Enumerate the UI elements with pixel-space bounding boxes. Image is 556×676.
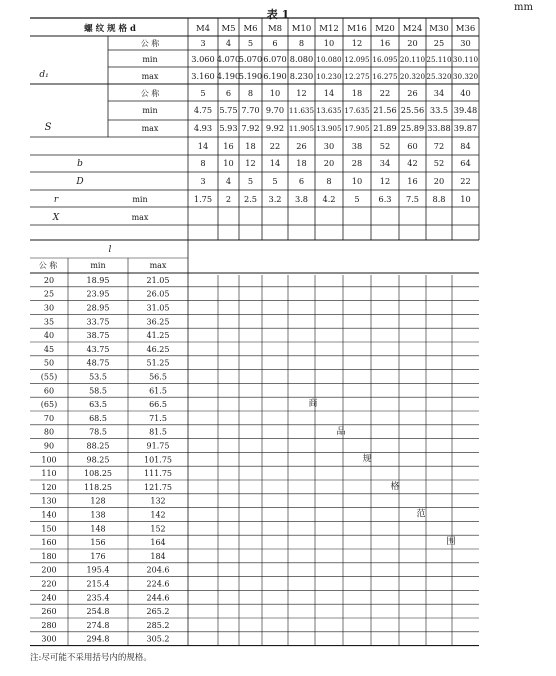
sub-nominal: 公 称 <box>140 39 160 48</box>
cell-D-m36: 64 <box>460 158 471 168</box>
cell-b-m4: 14 <box>197 141 209 151</box>
header-size-m8: M8 <box>267 24 283 34</box>
cell-d1_max-m36: 30.320 <box>452 72 479 81</box>
cell-s_max-m36: 39.87 <box>453 123 478 133</box>
cell-s_min-m20: 21.56 <box>373 105 397 115</box>
cell-s_min-m5: 5.75 <box>219 105 238 115</box>
l-max-7: 56.5 <box>149 372 167 382</box>
label-d: D <box>76 177 84 187</box>
l-min-7: 53.5 <box>89 372 107 382</box>
cell-b-m8: 22 <box>269 141 281 151</box>
cell-s_nom-m10: 12 <box>296 88 307 98</box>
cell-s_max-m24: 25.89 <box>400 123 425 133</box>
cell-b-m10: 26 <box>296 141 307 151</box>
l-nominal-22: 220 <box>41 579 57 589</box>
l-max-12: 91.75 <box>146 441 170 451</box>
l-min-1: 23.95 <box>86 289 110 299</box>
cell-d1_min-m6: 5.070 <box>238 54 263 64</box>
cell-x_max-m10: 3.8 <box>294 194 309 204</box>
cell-b-m12: 30 <box>323 141 335 151</box>
cell-s_min-m6: 7.70 <box>241 105 260 115</box>
cell-d1_max-m16: 12.275 <box>344 72 370 81</box>
cell-d1_nom-m10: 8 <box>298 38 305 48</box>
l-min-17: 138 <box>90 510 106 520</box>
sub-max: max <box>141 124 159 133</box>
l-nominal-2: 30 <box>43 303 55 313</box>
l-max-5: 46.25 <box>146 344 170 354</box>
cell-s_max-m6: 7.92 <box>241 123 260 133</box>
cell-D-m12: 20 <box>323 158 335 168</box>
l-min-0: 18.95 <box>86 275 110 285</box>
l-nominal-5: 45 <box>43 344 55 354</box>
l-max-22: 224.6 <box>146 579 170 589</box>
l-max-26: 305.2 <box>146 634 170 644</box>
l-min-18: 148 <box>90 524 106 534</box>
l-max-17: 142 <box>150 510 166 520</box>
l-header-min: min <box>90 261 106 270</box>
l-max-24: 265.2 <box>146 607 170 617</box>
cell-s_nom-m30: 34 <box>433 88 445 98</box>
l-max-9: 66.5 <box>149 400 167 410</box>
l-nominal-1: 25 <box>43 289 55 299</box>
header-size-m10: M10 <box>291 24 312 34</box>
cell-D-m16: 28 <box>351 158 363 168</box>
cell-s_min-m36: 39.48 <box>453 105 478 115</box>
cell-D-m10: 18 <box>296 158 307 168</box>
cell-d1_nom-m5: 4 <box>225 38 232 48</box>
l-nominal-7: (55) <box>40 372 58 382</box>
l-nominal-17: 140 <box>41 510 57 520</box>
cell-x_max-m12: 4.2 <box>322 194 336 204</box>
cell-d1_max-m24: 20.320 <box>399 72 426 81</box>
cell-x_max-m6: 2.5 <box>243 194 258 204</box>
cell-s_nom-m12: 14 <box>323 88 335 98</box>
cell-d1_max-m5: 4.190 <box>216 71 241 81</box>
l-min-13: 98.25 <box>86 455 110 465</box>
cell-r_min-m12: 8 <box>326 176 332 186</box>
cell-d1_min-m30: 25.110 <box>426 55 452 64</box>
l-max-23: 244.6 <box>146 593 170 603</box>
l-max-4: 41.25 <box>146 331 170 341</box>
cell-D-m24: 42 <box>407 158 418 168</box>
range-mark-0: 商 <box>308 399 318 410</box>
l-nominal-23: 240 <box>41 593 57 603</box>
range-mark-4: 范 <box>416 509 426 520</box>
l-nominal-14: 110 <box>41 469 57 479</box>
l-min-15: 118.25 <box>84 482 112 492</box>
cell-d1_nom-m36: 30 <box>460 38 471 48</box>
cell-s_max-m20: 21.89 <box>373 123 397 133</box>
header-size-m36: M36 <box>455 24 476 34</box>
cell-s_nom-m8: 10 <box>269 88 281 98</box>
l-min-11: 78.5 <box>89 427 107 437</box>
header-size-m24: M24 <box>402 24 423 34</box>
l-max-13: 101.75 <box>144 455 172 465</box>
footnote: 注:尽可能不采用括号内的规格。 <box>30 653 152 663</box>
label-d1: d₁ <box>39 70 49 80</box>
header-thread-spec: 螺 纹 规 格 d <box>84 24 136 34</box>
l-nominal-0: 20 <box>43 275 55 285</box>
l-nominal-4: 40 <box>43 331 55 341</box>
cell-d1_nom-m20: 16 <box>379 38 391 48</box>
cell-d1_max-m20: 16.275 <box>372 72 398 81</box>
cell-D-m20: 34 <box>379 158 391 168</box>
cell-b-m36: 84 <box>460 141 471 151</box>
l-min-22: 215.4 <box>86 579 110 589</box>
l-max-21: 204.6 <box>146 565 170 575</box>
cell-r_min-m30: 20 <box>433 176 445 186</box>
cell-x_max-m16: 5 <box>354 194 360 204</box>
cell-b-m24: 60 <box>407 141 418 151</box>
range-mark-2: 规 <box>362 454 372 465</box>
cell-x_max-m30: 8.8 <box>432 194 446 204</box>
cell-x_max-m36: 10 <box>460 194 471 204</box>
cell-s_min-m12: 13.635 <box>316 106 342 115</box>
cell-s_min-m10: 11.635 <box>288 106 315 115</box>
header-size-m4: M4 <box>195 24 211 34</box>
cell-s_nom-m5: 6 <box>225 88 232 98</box>
cell-d1_max-m6: 5.190 <box>238 71 263 81</box>
cell-d1_max-m30: 25.320 <box>426 72 452 81</box>
l-header-nominal: 公 称 <box>38 261 58 270</box>
l-nominal-21: 200 <box>41 565 57 575</box>
cell-D-m6: 12 <box>245 158 256 168</box>
cell-d1_nom-m30: 25 <box>433 38 445 48</box>
cell-d1_max-m4: 3.160 <box>191 71 215 81</box>
label-r: r <box>53 195 59 205</box>
header-size-m5: M5 <box>221 24 236 34</box>
sub-max: max <box>131 213 149 222</box>
sub-min: min <box>132 195 148 204</box>
label-b: b <box>77 159 83 169</box>
cell-d1_nom-m6: 5 <box>247 38 254 48</box>
cell-b-m6: 18 <box>245 141 256 151</box>
cell-x_max-m5: 2 <box>225 194 232 204</box>
cell-s_min-m16: 17.635 <box>344 106 370 115</box>
cell-b-m16: 38 <box>351 141 363 151</box>
cell-s_max-m16: 17.905 <box>344 124 370 133</box>
l-min-5: 43.75 <box>86 344 110 354</box>
label-x: X <box>52 213 60 223</box>
cell-d1_nom-m12: 10 <box>323 38 335 48</box>
header-size-m6: M6 <box>243 24 258 34</box>
cell-s_nom-m36: 40 <box>460 88 471 98</box>
l-nominal-8: 60 <box>43 386 55 396</box>
l-nominal-20: 180 <box>41 551 57 561</box>
cell-s_nom-m20: 22 <box>379 88 391 98</box>
cell-r_min-m16: 10 <box>351 176 363 186</box>
cell-d1_nom-m16: 12 <box>351 38 363 48</box>
cell-d1_min-m16: 12.095 <box>344 55 370 64</box>
l-max-14: 111.75 <box>144 469 172 479</box>
cell-d1_max-m12: 10.230 <box>316 72 342 81</box>
l-nominal-19: 160 <box>41 538 57 548</box>
cell-r_min-m10: 6 <box>298 176 305 186</box>
l-min-26: 294.8 <box>86 634 110 644</box>
cell-d1_min-m36: 30.110 <box>452 55 479 64</box>
cell-s_max-m5: 5.93 <box>219 123 238 133</box>
cell-d1_min-m5: 4.070 <box>216 54 241 64</box>
header-size-m12: M12 <box>319 24 339 34</box>
l-nominal-24: 260 <box>41 607 57 617</box>
label-s: S <box>44 122 52 133</box>
l-nominal-9: (65) <box>40 400 58 410</box>
l-min-25: 274.8 <box>86 620 110 630</box>
cell-s_min-m24: 25.56 <box>400 105 425 115</box>
l-min-23: 235.4 <box>86 593 110 603</box>
cell-r_min-m6: 5 <box>247 176 254 186</box>
cell-s_nom-m16: 18 <box>351 88 363 98</box>
l-max-20: 184 <box>150 551 166 561</box>
sub-min: min <box>142 55 158 64</box>
l-nominal-13: 100 <box>41 455 57 465</box>
l-nominal-25: 280 <box>41 620 57 630</box>
l-max-19: 164 <box>150 538 166 548</box>
l-nominal-18: 150 <box>41 524 57 534</box>
l-max-25: 285.2 <box>146 620 170 630</box>
cell-r_min-m24: 16 <box>407 176 418 186</box>
l-min-24: 254.8 <box>86 607 110 617</box>
l-max-3: 36.25 <box>146 317 170 327</box>
l-min-10: 68.5 <box>89 413 107 423</box>
cell-s_nom-m24: 26 <box>407 88 418 98</box>
cell-s_max-m4: 4.93 <box>193 123 213 133</box>
l-nominal-10: 70 <box>43 413 55 423</box>
cell-r_min-m5: 4 <box>225 176 232 186</box>
cell-r_min-m4: 3 <box>200 176 206 186</box>
l-nominal-6: 50 <box>43 358 55 368</box>
cell-d1_min-m8: 6.070 <box>263 54 287 64</box>
cell-D-m30: 52 <box>433 158 445 168</box>
label-l: l <box>108 245 112 255</box>
range-mark-5: 围 <box>446 537 456 548</box>
l-min-3: 33.75 <box>86 317 110 327</box>
l-min-12: 88.25 <box>86 441 110 451</box>
cell-D-m4: 8 <box>200 158 206 168</box>
l-nominal-11: 80 <box>43 427 55 437</box>
cell-b-m5: 16 <box>223 141 234 151</box>
cell-r_min-m8: 5 <box>272 176 278 186</box>
cell-d1_max-m10: 8.230 <box>289 71 314 81</box>
l-max-1: 26.05 <box>146 289 170 299</box>
l-max-10: 71.5 <box>149 413 167 423</box>
l-min-20: 176 <box>90 551 106 561</box>
cell-D-m5: 10 <box>223 158 234 168</box>
l-max-18: 152 <box>150 524 166 534</box>
cell-s_max-m10: 11.905 <box>288 124 315 133</box>
cell-b-m30: 72 <box>433 141 445 151</box>
cell-d1_min-m4: 3.060 <box>191 54 215 64</box>
l-min-19: 156 <box>90 538 106 548</box>
l-max-16: 132 <box>150 496 166 506</box>
sub-nominal: 公 称 <box>140 89 160 98</box>
cell-d1_min-m10: 8.080 <box>289 54 314 64</box>
sub-min: min <box>142 106 158 115</box>
l-nominal-3: 35 <box>43 317 55 327</box>
cell-x_max-m24: 7.5 <box>405 194 420 204</box>
l-max-8: 61.5 <box>149 386 167 396</box>
cell-d1_max-m8: 6.190 <box>263 71 287 81</box>
l-nominal-16: 130 <box>41 496 57 506</box>
cell-s_min-m30: 33.5 <box>429 105 449 115</box>
range-mark-1: 品 <box>336 426 346 437</box>
l-header-max: max <box>149 261 167 270</box>
cell-s_max-m12: 13.905 <box>316 124 342 133</box>
cell-s_min-m4: 4.75 <box>193 105 213 115</box>
l-max-15: 121.75 <box>144 482 172 492</box>
header-size-m16: M16 <box>347 24 367 34</box>
l-nominal-12: 90 <box>43 441 55 451</box>
cell-s_min-m8: 9.70 <box>265 105 285 115</box>
l-nominal-26: 300 <box>41 634 57 644</box>
header-size-m20: M20 <box>375 24 395 34</box>
l-min-21: 195.4 <box>86 565 110 575</box>
cell-s_nom-m6: 8 <box>247 88 254 98</box>
cell-b-m20: 52 <box>379 141 391 151</box>
cell-x_max-m4: 1.75 <box>193 194 213 204</box>
cell-d1_min-m24: 20.110 <box>399 55 426 64</box>
cell-d1_min-m20: 16.095 <box>372 55 398 64</box>
cell-d1_min-m12: 10.080 <box>316 55 342 64</box>
cell-s_nom-m4: 5 <box>200 88 206 98</box>
cell-d1_nom-m24: 20 <box>407 38 418 48</box>
table-title: 表 1 <box>266 8 290 21</box>
cell-d1_nom-m4: 3 <box>200 38 206 48</box>
l-nominal-15: 120 <box>41 482 57 492</box>
cell-r_min-m20: 12 <box>379 176 391 186</box>
l-max-2: 31.05 <box>146 303 170 313</box>
header-size-m30: M30 <box>429 24 449 34</box>
cell-x_max-m20: 6.3 <box>378 194 392 204</box>
range-mark-3: 格 <box>390 481 400 492</box>
l-min-8: 58.5 <box>89 386 107 396</box>
l-min-9: 63.5 <box>89 400 107 410</box>
cell-d1_nom-m8: 6 <box>272 38 278 48</box>
l-max-11: 81.5 <box>149 427 167 437</box>
cell-r_min-m36: 22 <box>460 176 471 186</box>
l-max-0: 21.05 <box>146 275 170 285</box>
l-min-16: 128 <box>90 496 106 506</box>
cell-x_max-m8: 3.2 <box>268 194 282 204</box>
unit-label: mm <box>514 2 533 13</box>
l-min-2: 28.95 <box>86 303 110 313</box>
l-max-6: 51.25 <box>146 358 170 368</box>
sub-max: max <box>141 72 159 81</box>
cell-D-m8: 14 <box>269 158 281 168</box>
l-min-6: 48.75 <box>86 358 110 368</box>
l-min-4: 38.75 <box>86 331 110 341</box>
cell-s_max-m8: 9.92 <box>265 123 285 133</box>
l-min-14: 108.25 <box>84 469 112 479</box>
cell-s_max-m30: 33.88 <box>427 123 451 133</box>
